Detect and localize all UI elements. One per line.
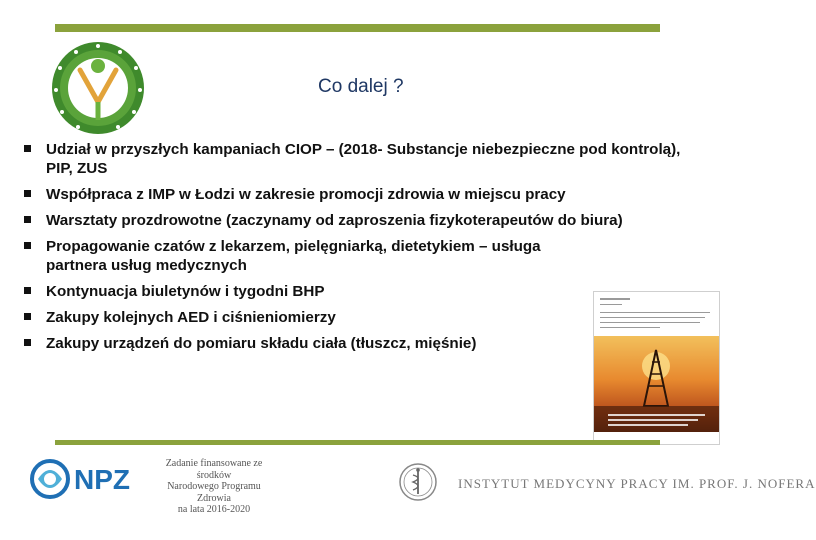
bullet-item xyxy=(22,237,702,275)
bullet-text: Udział w przyszłych kampaniach CIOP – (2018- Substancje niebezpieczne pod kontrolą), PIP, ZUS xyxy=(46,141,681,177)
bullet-square-icon xyxy=(24,190,31,197)
bullet-item xyxy=(22,211,702,230)
bullet-square-icon xyxy=(24,313,31,320)
green-person-logo-icon xyxy=(50,40,146,136)
bullet-square-icon xyxy=(24,242,31,249)
thumbnail-header xyxy=(594,292,719,336)
bullet-text: Zakupy kolejnych AED i ciśnieniomierzy xyxy=(46,309,336,326)
bullet-square-icon xyxy=(24,145,31,152)
npz-funding-note xyxy=(164,458,264,516)
bullet-item xyxy=(22,140,702,178)
imp-caduceus-seal-icon xyxy=(398,462,438,502)
top-accent-bar xyxy=(55,24,660,32)
funding-line: na lata 2016-2020 xyxy=(177,504,251,515)
funding-line: Narodowego Programu Zdrowia xyxy=(167,481,261,504)
bullet-square-icon xyxy=(24,339,31,346)
bullet-item xyxy=(22,185,702,204)
npz-logo-icon xyxy=(28,455,160,505)
oil-rig-sunset-image xyxy=(594,336,719,432)
npz-logo-text: NPZ xyxy=(74,464,130,495)
bullet-square-icon xyxy=(24,287,31,294)
bottom-accent-bar xyxy=(55,440,660,445)
bullet-text: Kontynuacja biuletynów i tygodni BHP xyxy=(46,283,325,300)
bulletin-thumbnail-image xyxy=(593,291,720,445)
bullet-text: Propagowanie czatów z lekarzem, pielęgniarką, dietetykiem – usługa partnera usług medycznych xyxy=(46,238,541,274)
bullet-text: Współpraca z IMP w Łodzi w zakresie promocji zdrowia w miejscu pracy xyxy=(46,186,566,203)
funding-line: Zadanie finansowane ze środków xyxy=(165,458,263,481)
slide-title: Co dalej ? xyxy=(318,76,404,97)
bullet-text: Warsztaty prozdrowotne (zaczynamy od zaproszenia fizykoterapeutów do biura) xyxy=(46,212,623,229)
bullet-text: Zakupy urządzeń do pomiaru składu ciała (tłuszcz, mięśnie) xyxy=(46,335,477,352)
institute-name: INSTYTUT MEDYCYNY PRACY IM. PROF. J. NOFERA xyxy=(458,476,816,491)
bullet-square-icon xyxy=(24,216,31,223)
